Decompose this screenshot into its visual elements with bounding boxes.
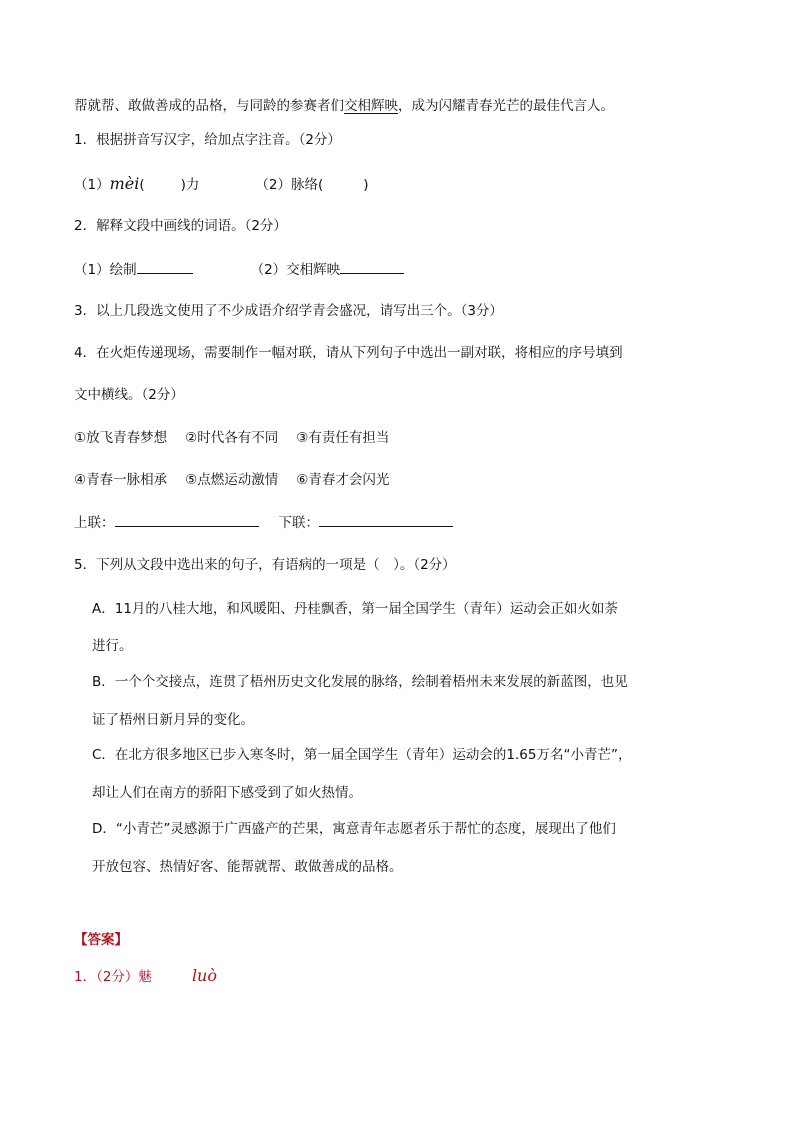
question-1-stem: 1．根据拼音写汉字，给加点字注音。（2分） bbox=[74, 132, 341, 148]
option-6: ⑥青春才会闪光 bbox=[296, 472, 390, 488]
lower-couplet-blank[interactable] bbox=[319, 512, 453, 527]
answer-blank[interactable] bbox=[137, 259, 193, 274]
option-B-line1: B．一个个交接点，连贯了梧州历史文化发展的脉络，绘制着梧州未来发展的新蓝图，也见 bbox=[92, 674, 628, 690]
pinyin-mei: mèi bbox=[109, 174, 140, 193]
question-4-options-row2 bbox=[74, 470, 389, 490]
option-D-line2: 开放包容、热情好客、能帮就帮、敢做善成的品格。 bbox=[92, 859, 403, 875]
option-A-line2: 进行。 bbox=[92, 638, 133, 654]
pinyin-luo: luò bbox=[191, 966, 217, 985]
answer-line-1: 1．（2分）魅 luò bbox=[74, 966, 217, 985]
question-1-parts: （1）mèi( )力 （2）脉络( ) bbox=[74, 174, 369, 193]
option-3: ③有责任有担当 bbox=[296, 430, 390, 446]
option-A-line1: A．11月的八桂大地，和风暖阳、丹桂飘香，第一届全国学生（青年）运动会正如火如荼 bbox=[92, 601, 618, 617]
couplet-answer-line: 上联： 下联： bbox=[74, 512, 453, 533]
upper-couplet-blank[interactable] bbox=[115, 512, 259, 527]
option-D-line1: D．“小青芒”灵感源于广西盛产的芒果，寓意青年志愿者乐于帮忙的态度，展现出了他们 bbox=[92, 821, 616, 837]
answer-blank[interactable] bbox=[340, 259, 404, 274]
option-B-line2: 证了梧州日新月异的变化。 bbox=[92, 712, 254, 728]
option-2: ②时代各有不同 bbox=[185, 430, 279, 446]
question-4-stem-line1: 4．在火炬传递现场，需要制作一幅对联，请从下列句子中选出一副对联，将相应的序号填到 bbox=[74, 345, 623, 361]
question-4-stem-line2: 文中横线。（2分） bbox=[74, 387, 184, 403]
option-5: ⑤点燃运动激情 bbox=[185, 472, 279, 488]
question-2-parts: （1）绘制 （2）交相辉映 bbox=[74, 259, 404, 280]
answer-heading: 【答案】 bbox=[74, 932, 128, 948]
question-4-options-row1 bbox=[74, 428, 389, 448]
option-C-line1: C．在北方很多地区已步入寒冬时，第一届全国学生（青年）运动会的1.65万名“小青芒”， bbox=[92, 747, 632, 763]
question-2-stem: 2．解释文段中画线的词语。（2分） bbox=[74, 218, 287, 234]
option-4: ④青春一脉相承 bbox=[74, 472, 168, 488]
question-3-stem: 3．以上几段选文使用了不少成语介绍学青会盛况，请写出三个。（3分） bbox=[74, 303, 503, 319]
underlined-phrase: 交相辉映 bbox=[344, 98, 398, 114]
passage-line: 帮就帮、敢做善成的品格，与同龄的参赛者们交相辉映，成为闪耀青春光芒的最佳代言人。 bbox=[74, 98, 614, 114]
option-1: ①放飞青春梦想 bbox=[74, 430, 168, 446]
option-C-line2: 却让人们在南方的骄阳下感受到了如火热情。 bbox=[92, 785, 362, 801]
question-5-stem: 5．下列从文段中选出来的句子，有语病的一项是（ ）。（2分） bbox=[74, 557, 456, 573]
